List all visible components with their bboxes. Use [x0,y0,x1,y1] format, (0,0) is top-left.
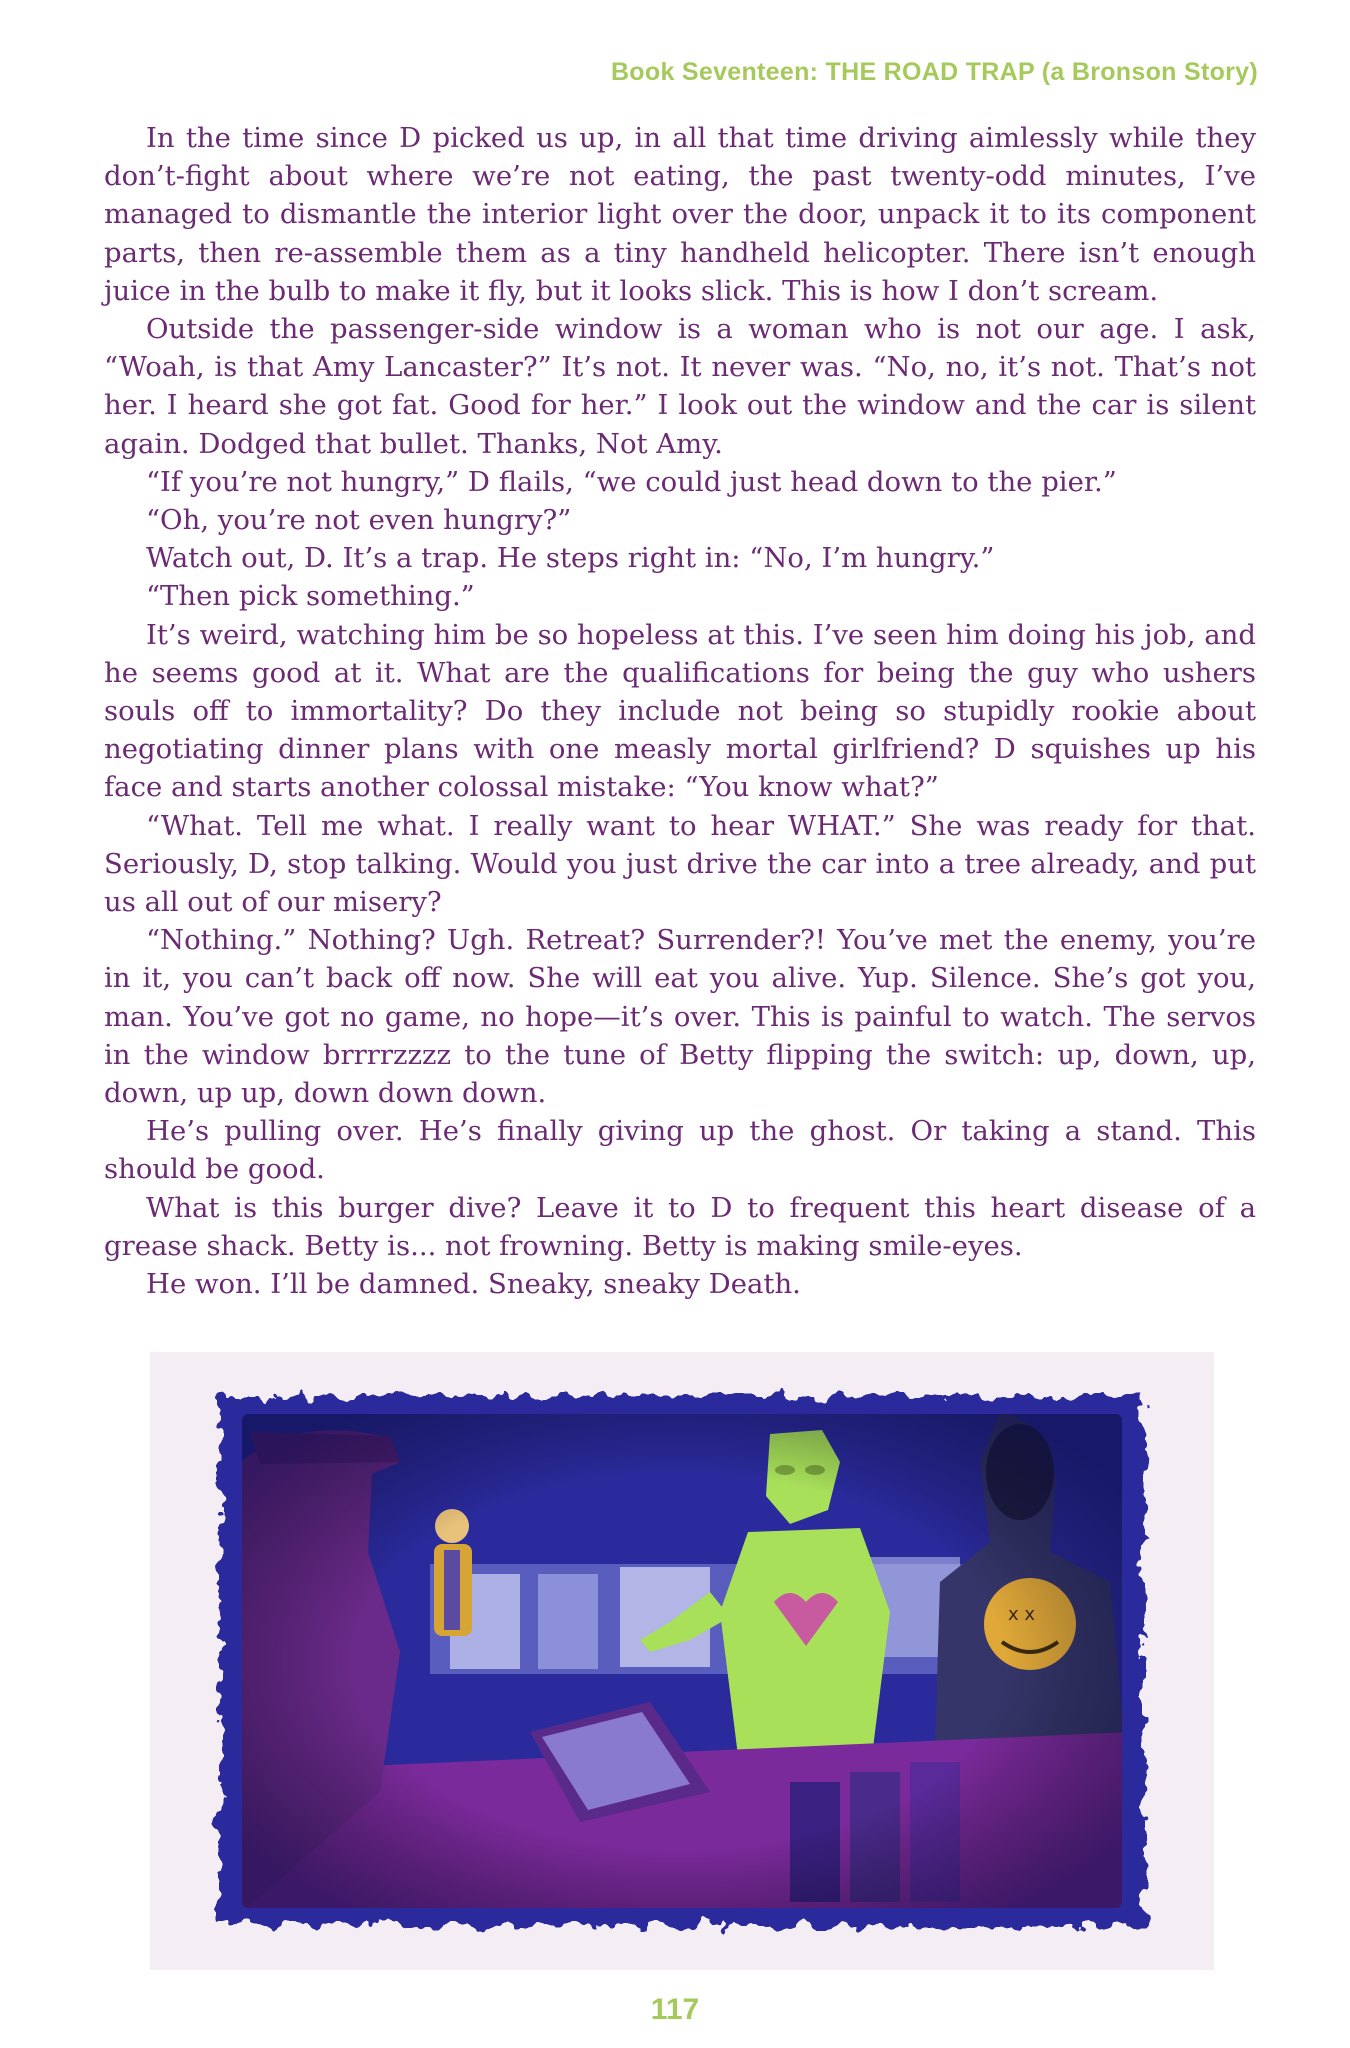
paragraph: It’s weird, watching him be so hopeless at this. I’ve seen him doing his job, and he seems good at it. What are the qualifications for being the guy who ushers souls off to immortality? Do they include not being so stupidly rookie about negotiating dinner plans with one measly mortal girlfriend? D squishes up his face and starts another colossal mistake: “You know what?” [104,618,1256,804]
diner-scene-illustration [150,1352,1214,1970]
paragraph: Outside the passenger-side window is a woman who is not our age. I ask, “Woah, is that Amy Lancaster?” It’s not. It never was. “No, no, it’s not. That’s not her. I heard she got fat. Good for her.” I look out the window and the car is silent again. Dodged that bullet. Thanks, Not Amy. [104,313,1256,460]
paragraph: He’s pulling over. He’s finally giving up the ghost. Or taking a stand. This should be good. [104,1115,1256,1186]
paragraph: “If you’re not hungry,” D flails, “we could just head down to the pier.” [146,465,1117,498]
paragraph: Watch out, D. It’s a trap. He steps right in: “No, I’m hungry.” [146,542,995,575]
paragraph: “Oh, you’re not even hungry?” [146,504,572,537]
paragraph: “Nothing.” Nothing? Ugh. Retreat? Surrender?! You’ve met the enemy, you’re in it, you can’t back off now. She will eat you alive. Yup. Silence. She’s got you, man. You’ve got no game, no hope—it’s over. This is painful to watch. The servos in the window brrrrzzzz to the tune of Betty flipping the switch: up, down, up, down, up up, down down down. [104,924,1256,1110]
running-header: Book Seventeen: THE ROAD TRAP (a Bronson Story) [610,58,1258,86]
paragraph: In the time since D picked us up, in all that time driving aimlessly while they don’t-fight about where we’re not eating, the past twenty-odd minutes, I’ve managed to dismantle the interior light over the door, unpack it to its component parts, then re-assemble them as a tiny handheld helicopter. There isn’t enough juice in the bulb to make it fly, but it looks slick. This is how I don’t scream. [104,122,1256,307]
paragraph: “What. Tell me what. I really want to hear WHAT.” She was ready for that. Seriously, D, stop talking. Would you just drive the car into a tree already, and put us all out of our misery? [104,809,1256,919]
paragraph: What is this burger dive? Leave it to D to frequent this heart disease of a grease shack. Betty is... not frowning. Betty is making smile-eyes. [104,1191,1256,1262]
paragraph: “Then pick something.” [146,580,475,613]
story-text [104,119,1256,1303]
page-number: 117 [650,1993,700,2026]
paragraph: He won. I’ll be damned. Sneaky, sneaky Death. [146,1268,801,1301]
